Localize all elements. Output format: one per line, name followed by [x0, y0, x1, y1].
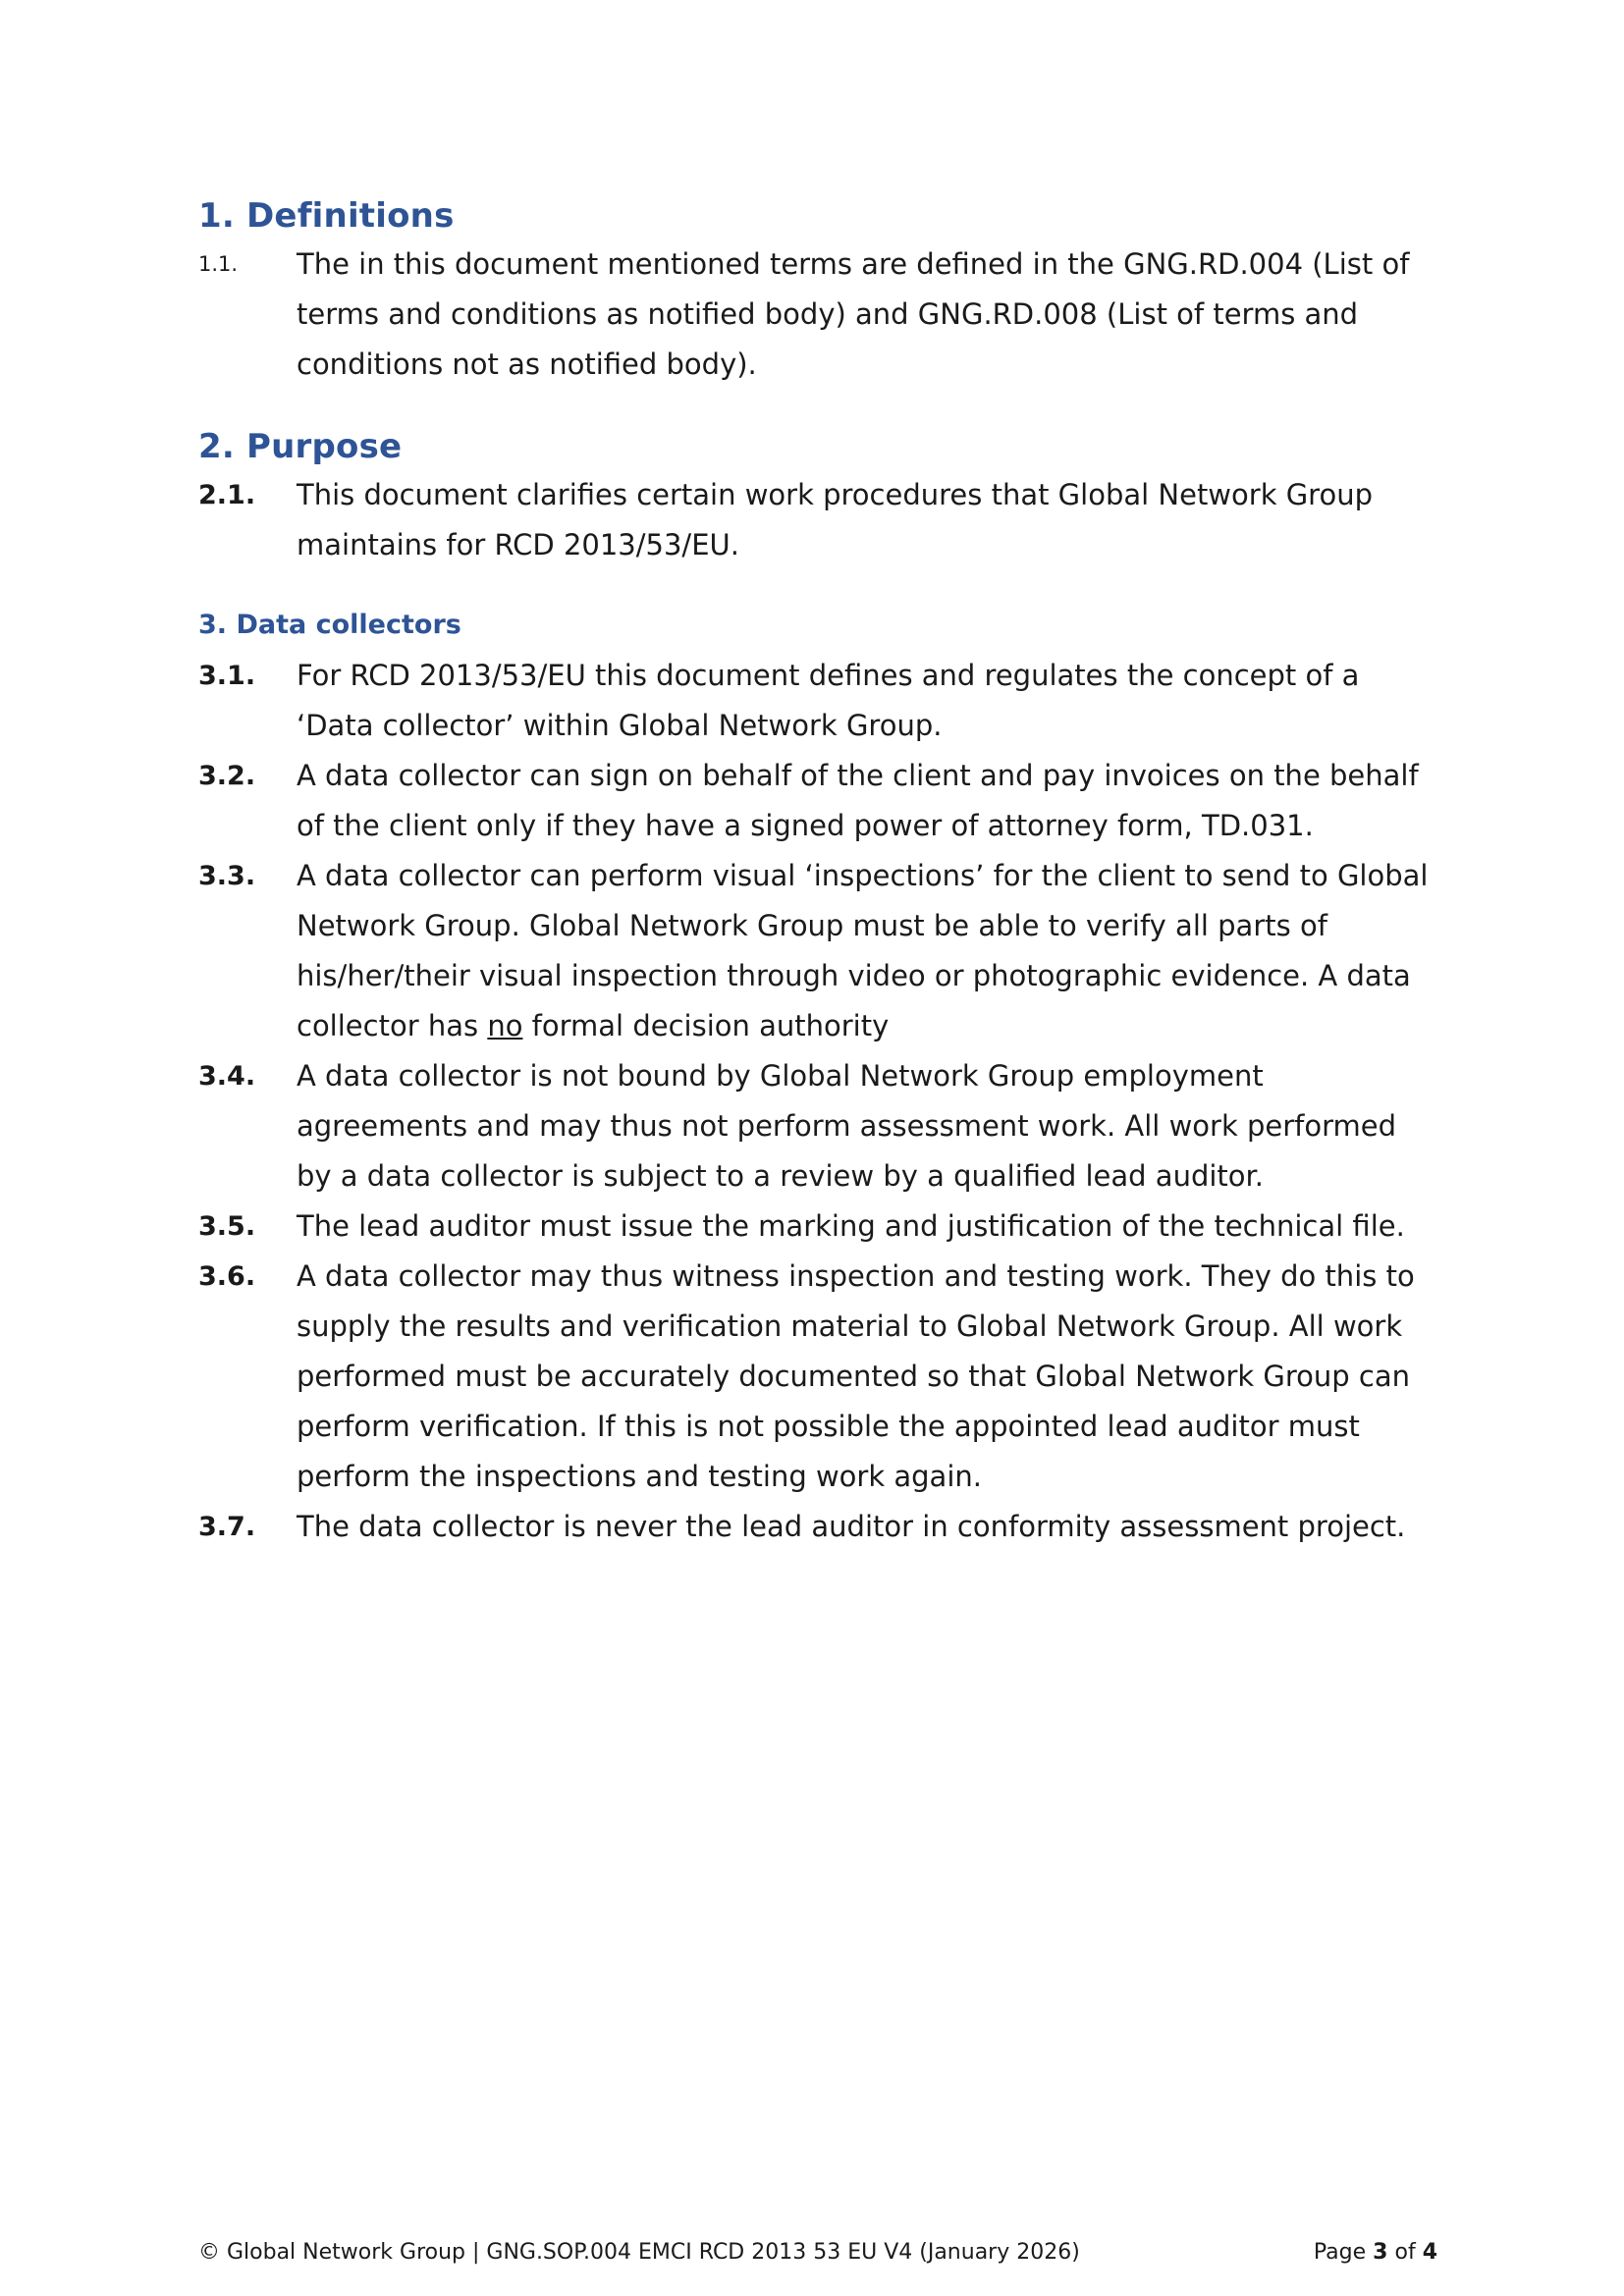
- clause-text: [297, 851, 1435, 1051]
- page-label: Page: [1313, 2240, 1374, 2265]
- clause-text: The lead auditor must issue the marking and justification of the technical file.: [297, 1209, 1405, 1243]
- clause-number: 3.7.: [198, 1512, 256, 1542]
- clause-number: 2.1.: [198, 480, 256, 510]
- clause-text: The data collector is never the lead auditor in conformity assessment project.: [297, 1510, 1406, 1543]
- clause-3-5: [198, 1201, 1435, 1252]
- clause-text: A data collector is not bound by Global Network Group employment agreements and may thus not perform assessment work. All work performed by a data collector is subject to a review by a qualified lead auditor.: [297, 1059, 1396, 1193]
- clause-3-2: [198, 751, 1435, 851]
- page-footer: [198, 2238, 1437, 2268]
- section-heading-definitions: 1. Definitions: [198, 196, 455, 236]
- clause-number: 3.6.: [198, 1261, 256, 1292]
- clause-2-1: [198, 470, 1435, 570]
- clause-3-1: [198, 651, 1435, 751]
- page-content: [198, 192, 1435, 1552]
- clause-number: 1.1.: [198, 252, 239, 276]
- clause-3-3: [198, 851, 1435, 1051]
- section-heading-purpose: 2. Purpose: [198, 427, 403, 466]
- section-heading-data-collectors: 3. Data collectors: [198, 610, 461, 640]
- clause-number: 3.5.: [198, 1211, 256, 1242]
- clause-3-6: [198, 1252, 1435, 1502]
- page-number: [1314, 2238, 1437, 2268]
- clause-text: This document clarifies certain work procedures that Global Network Group maintains for RCD 2013/53/EU.: [297, 478, 1373, 561]
- page-total: 4: [1422, 2240, 1437, 2265]
- clause-text: A data collector may thus witness inspection and testing work. They do this to supply the results and verification material to Global Network Group. All work performed must be accurately documented so that Global Network Group can perform verification. If this is not possible the appointed lead auditor must perform the inspections and testing work again.: [297, 1259, 1415, 1493]
- footer-copyright: © Global Network Group | GNG.SOP.004 EMCI RCD 2013 53 EU V4 (January 2026): [198, 2240, 1080, 2265]
- clause-number: 3.3.: [198, 861, 256, 891]
- page-current: 3: [1373, 2240, 1388, 2265]
- page-of: of: [1387, 2240, 1423, 2265]
- clause-number: 3.4.: [198, 1061, 256, 1092]
- clause-text-part: formal decision authority: [522, 1009, 890, 1042]
- underlined-emphasis: no: [487, 1009, 523, 1042]
- clause-number: 3.1.: [198, 661, 256, 691]
- clause-text-part: A data collector can perform visual ‘inspections’ for the client to send to Global Network Group. Global Network Group must be able to verify all parts of his/her/their visual inspection through video or photographic evidence. A data collector has: [297, 859, 1429, 1042]
- clause-text: A data collector can sign on behalf of the client and pay invoices on the behalf of the client only if they have a signed power of attorney form, TD.031.: [297, 759, 1419, 842]
- clause-3-7: [198, 1502, 1435, 1552]
- clause-number: 3.2.: [198, 761, 256, 791]
- clause-3-4: [198, 1051, 1435, 1201]
- clause-1-1: [198, 240, 1435, 390]
- clause-text: The in this document mentioned terms are defined in the GNG.RD.004 (List of terms and conditions as notified body) and GNG.RD.008 (List of terms and conditions not as notified body).: [297, 247, 1410, 381]
- clause-text: For RCD 2013/53/EU this document defines and regulates the concept of a ‘Data collector’ within Global Network Group.: [297, 659, 1360, 742]
